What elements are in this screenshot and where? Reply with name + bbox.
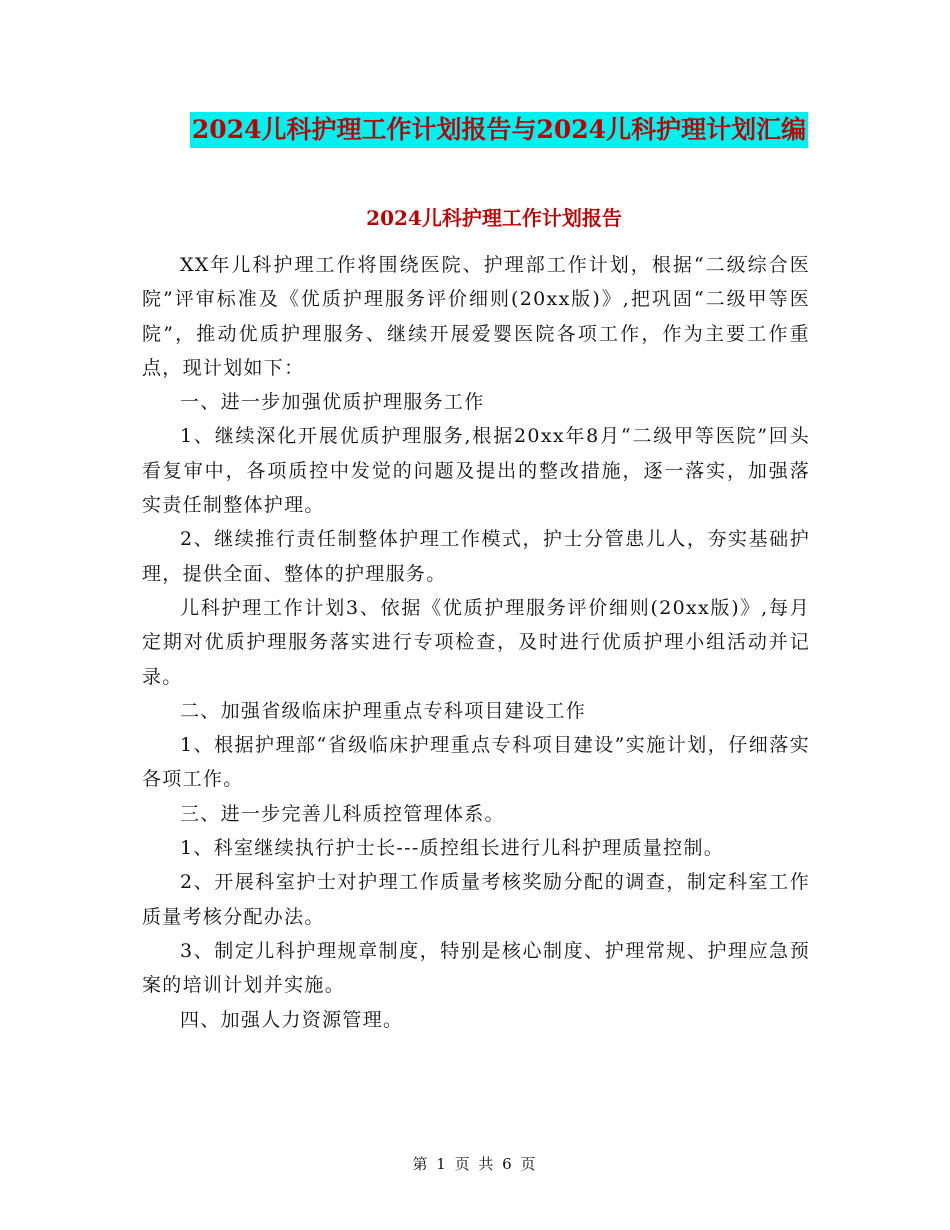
paragraph-heading-2: 二、加强省级临床护理重点专科项目建设工作 xyxy=(180,699,587,722)
paragraph-intro: XX年儿科护理工作将围绕医院、护理部工作计划，根据“二级综合医院”评审标准及《优质护理服务评价细则(20xx版)》,把巩固“二级甲等医院”，推动优质护理服务、继续开展爱婴医院各项工作，作为主要工作重点，现计划如下： xyxy=(142,254,810,379)
paragraph-item: 1、继续深化开展优质护理服务,根据20xx年8月“二级甲等医院”回头看复审中，各项质控中发觉的问题及提出的整改措施，逐一落实，加强落实责任制整体护理。 xyxy=(142,425,810,517)
paragraph-item: 2、继续推行责任制整体护理工作模式，护士分管患儿人，夯实基础护理，提供全面、整体的护理服务。 xyxy=(142,528,810,585)
paragraph-item: 1、根据护理部“省级临床护理重点专科项目建设”实施计划，仔细落实各项工作。 xyxy=(142,734,810,791)
paragraph-heading-1: 一、进一步加强优质护理服务工作 xyxy=(180,391,485,414)
paragraph-item: 3、制定儿科护理规章制度，特别是核心制度、护理常规、护理应急预案的培训计划并实施。 xyxy=(142,939,810,997)
paragraph-item: 2、开展科室护士对护理工作质量考核奖励分配的调查，制定科室工作质量考核分配办法。 xyxy=(142,871,810,928)
paragraph-heading-3: 三、进一步完善儿科质控管理体系。 xyxy=(180,802,505,825)
paragraph-item: 1、科室继续执行护士长---质控组长进行儿科护理质量控制。 xyxy=(180,837,725,860)
main-title-wrap xyxy=(0,112,950,148)
document-body xyxy=(142,248,810,1037)
paragraph-item: 儿科护理工作计划3、依据《优质护理服务评价细则(20xx版)》,每月定期对优质护理服务落实进行专项检查，及时进行优质护理小组活动并记录。 xyxy=(142,596,810,688)
paragraph-heading-4: 四、加强人力资源管理。 xyxy=(180,1008,404,1031)
section-title: 2024儿科护理工作计划报告 xyxy=(366,206,622,230)
page-footer: 第 1 页 共 6 页 xyxy=(412,1155,538,1173)
main-title: 2024儿科护理工作计划报告与2024儿科护理计划汇编 xyxy=(190,112,808,148)
